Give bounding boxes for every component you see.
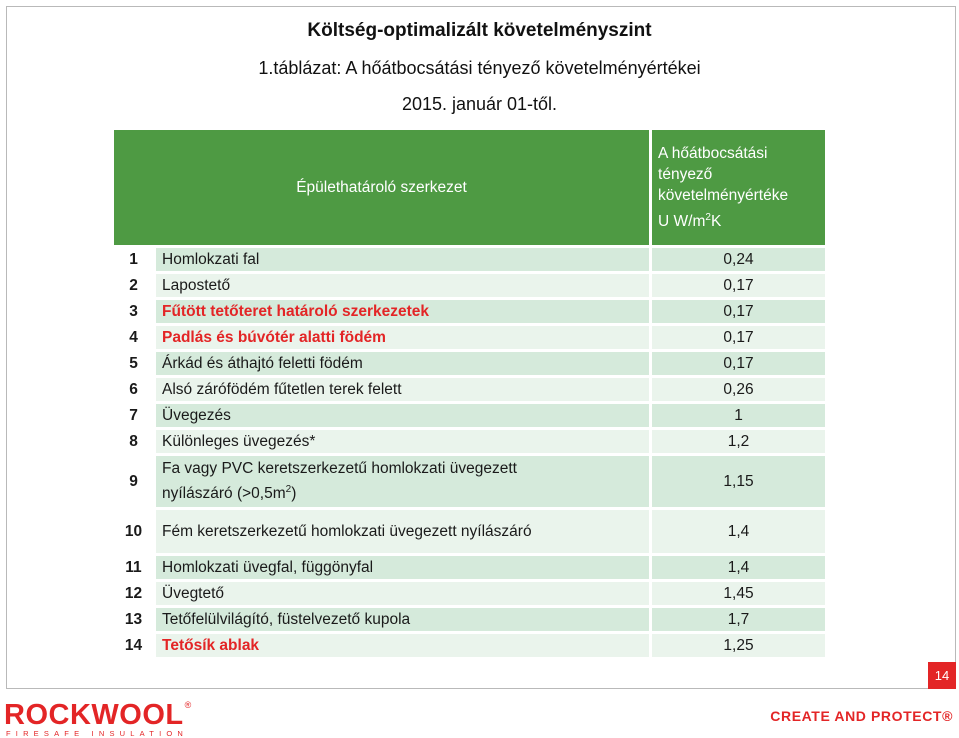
- table-row: [113, 351, 827, 377]
- row-number: 13: [113, 607, 155, 633]
- table-caption: 1.táblázat: A hőátbocsátási tényező követelményértékei: [258, 58, 701, 78]
- row-number: 11: [113, 555, 155, 581]
- structure-name: Padlás és búvótér alatti födém: [155, 325, 651, 351]
- u-value: 1,4: [651, 555, 827, 581]
- table-row: [113, 247, 827, 273]
- structure-name: Homlokzati fal: [155, 247, 651, 273]
- structure-name: Fűtött tetőteret határoló szerkezetek: [155, 299, 651, 325]
- header-structure: Épülethatároló szerkezet: [113, 129, 651, 247]
- row-number: 1: [113, 247, 155, 273]
- table-row: [113, 607, 827, 633]
- structure-name: Különleges üvegezés*: [155, 429, 651, 455]
- table-row: [113, 633, 827, 659]
- structure-name-line: Fa vagy PVC keretszerkezetű homlokzati üvegezett: [162, 460, 517, 478]
- table-row: [113, 455, 827, 509]
- structure-name: Tetősík ablak: [155, 633, 651, 659]
- header-unit: U $W/m^2K$: [658, 211, 722, 230]
- row-number: 10: [113, 509, 155, 555]
- row-number: 3: [113, 299, 155, 325]
- row-number: 14: [113, 633, 155, 659]
- structure-name: Tetőfelülvilágító, füstelvezető kupola: [155, 607, 651, 633]
- row-number: 6: [113, 377, 155, 403]
- u-value: 1,45: [651, 581, 827, 607]
- u-value: 1,2: [651, 429, 827, 455]
- header-value-line: A hőátbocsátási: [658, 145, 768, 163]
- table-row: [113, 273, 827, 299]
- row-number: 4: [113, 325, 155, 351]
- u-value: 1: [651, 403, 827, 429]
- table-row: [113, 509, 827, 555]
- table-header-row: [113, 129, 827, 247]
- structure-name: Árkád és áthajtó feletti födém: [155, 351, 651, 377]
- u-value: 1,15: [651, 455, 827, 509]
- page-title: Költség-optimalizált követelményszint: [307, 20, 652, 41]
- structure-name: Lapostető: [155, 273, 651, 299]
- header-value: [651, 129, 827, 247]
- table-row: [113, 581, 827, 607]
- row-number: 12: [113, 581, 155, 607]
- effective-date: 2015. január 01-től.: [401, 94, 558, 114]
- logo-subtext: FIRESAFE INSULATION: [6, 729, 189, 738]
- u-value: 1,4: [651, 509, 827, 555]
- table-row: [113, 429, 827, 455]
- table-row: [113, 325, 827, 351]
- header-value-line: követelményértéke: [658, 187, 789, 205]
- table-row: [113, 299, 827, 325]
- u-value: 1,7: [651, 607, 827, 633]
- structure-name: Üvegezés: [155, 403, 651, 429]
- u-value: 0,17: [651, 325, 827, 351]
- structure-name: Homlokzati üvegfal, függönyfal: [155, 555, 651, 581]
- row-number: 7: [113, 403, 155, 429]
- table-row: [113, 377, 827, 403]
- structure-name: Üvegtető: [155, 581, 651, 607]
- u-value: 0,17: [651, 273, 827, 299]
- tagline: CREATE AND PROTECT®: [770, 708, 953, 724]
- row-number: 8: [113, 429, 155, 455]
- table-row: [113, 403, 827, 429]
- structure-name: [155, 455, 651, 509]
- structure-name: Alsó zárófödém fűtetlen terek felett: [155, 377, 651, 403]
- structure-name-line: nyílászáró $(>0,5m^2)$: [162, 483, 297, 502]
- page-number: 14: [928, 662, 956, 689]
- logo-wordmark: ROCKWOOL: [4, 699, 184, 731]
- registered-mark: ®: [184, 700, 192, 710]
- u-value: 0,17: [651, 299, 827, 325]
- u-value: 1,25: [651, 633, 827, 659]
- row-number: 2: [113, 273, 155, 299]
- u-value: 0,17: [651, 351, 827, 377]
- table-row: [113, 555, 827, 581]
- header-value-line: tényező: [658, 166, 713, 184]
- rockwool-logo: [4, 700, 191, 738]
- u-value: 0,24: [651, 247, 827, 273]
- row-number: 5: [113, 351, 155, 377]
- row-number: 9: [113, 455, 155, 509]
- u-value-requirements-table: [111, 127, 828, 660]
- structure-name: Fém keretszerkezetű homlokzati üvegezett nyílászáró: [155, 509, 651, 555]
- u-value: 0,26: [651, 377, 827, 403]
